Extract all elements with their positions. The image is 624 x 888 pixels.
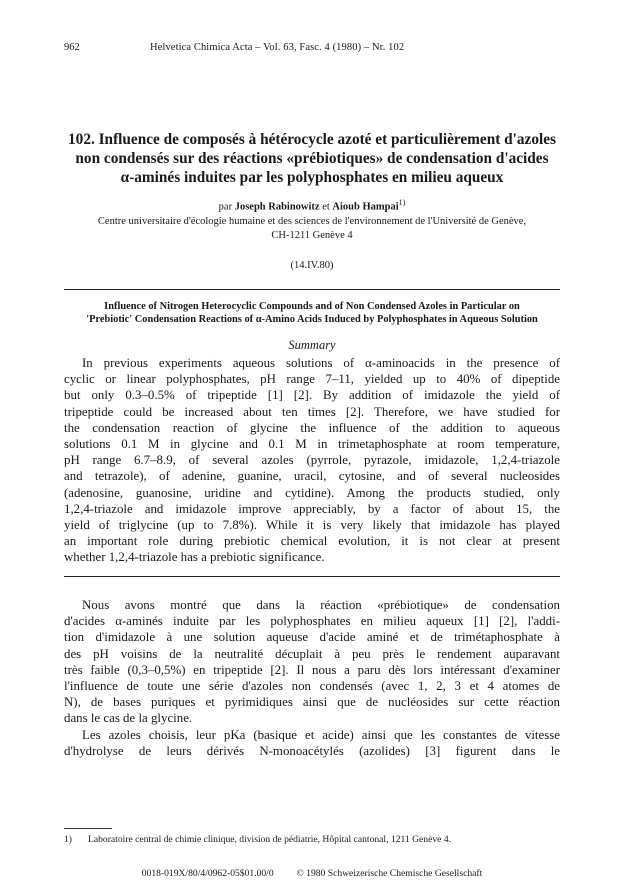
body-line: Les azoles choisis, leur pKa (basique et acide) ainsi que les constantes de vitesse [82,727,560,742]
footnote-reference: 1) [398,198,406,207]
divider [64,289,560,290]
title-line: 102. Influence de composés à hétérocycle azoté et particulièrement d'azoles [68,131,556,148]
running-head [64,42,560,56]
copyright-notice: © 1980 Schweizerische Chemische Gesellschaft [296,868,483,879]
author-conjunction: et [322,201,330,213]
affiliation [50,215,574,242]
body-line: des pH voisins de la neutralité décuplait à peu près le rendement auparavant [64,646,560,661]
affiliation-line: CH-1211 Genève 4 [271,229,353,241]
body-line: très faible (0,3–0,5%) en tripeptide [2]. Il nous a paru dès lors intéressant d'examiner [64,662,560,677]
publication-line [64,868,560,879]
author-name: Joseph Rabinowitz [234,201,320,213]
page-number: 962 [64,42,80,53]
summary-line: and tetrazole), of adenine, guanine, uracil, cytosine, and of several nucleosides [64,469,560,484]
summary-line: (adenosine, guanosine, uridine and cytidine). Among the products studied, only [64,485,560,500]
summary-line: In previous experiments aqueous solutions of α-aminoacids in the presence of [82,356,560,370]
footnote-text: Laboratoire central de chimie clinique, division de pédiatrie, Hôpital cantonal, 1211 Genève 4. [88,834,452,845]
author-line [64,198,560,213]
body-line: Nous avons montré que dans la réaction «prébiotique» de condensation [82,598,560,612]
article-title [64,130,560,187]
summary-line: cyclic or linear polyphosphates, pH range 7–11, yielded up to 40% of dipeptide [64,372,560,387]
title-line: α-aminés induites par les polyphosphates en milieu aqueux [120,169,504,186]
english-title-line: 'Prebiotic' Condensation Reactions of α-Amino Acids Induced by Polyphosphates in Aqueous Solution [86,314,538,325]
body-line: d'acides α-aminés induite par les polyphosphates en milieu aqueux [1] [2], l'addi- [64,614,560,629]
summary-heading: Summary [288,338,336,352]
journal-header: Helvetica Chimica Acta – Vol. 63, Fasc. 4 (1980) – Nr. 102 [150,42,405,53]
body-line: l'influence de toute une série d'azoles non condensés (avec 1, 2, 3 et 4 atomes de [64,678,560,693]
author-name: Aioub Hampai [332,201,399,213]
summary-line: yield of triglycine (up to 7.8%). While it is very likely that imidazole has played [64,517,560,532]
summary-paragraph [64,355,560,565]
title-line: non condensés sur des réactions «prébiotiques» de condensation d'acides [75,150,549,167]
body-line: tion d'imidazole à une solution aqueuse d'acide aminé et de trimétaphosphate à [64,630,560,645]
affiliation-line: Centre universitaire d'écologie humaine et des sciences de l'environnement de l'Université de Genève, [97,216,527,227]
author-prefix: par [218,201,233,213]
english-title [64,300,560,326]
summary-line: the condensation reaction of glycine the influence of the addition to aqueous [64,420,560,435]
summary-line: 1,2,4-triazole and imidazole improve appreciably, by a factor of about 15, the [64,501,560,516]
summary-line: pH range 6.7–8.9, of several azoles (pyrrole, pyrazole, imidazole, 1,2,4-triazole [64,453,560,468]
body-text [64,597,560,759]
footnote-divider [64,828,112,829]
summary-line: an important role during prebiotic chemical evolution, it is not clear at present [64,534,560,549]
footnote [64,834,560,845]
summary-line: tripeptide could be increased about ten times [2]. Therefore, we have studied for [64,404,560,419]
divider [64,576,560,577]
summary-line: solutions 0.1 M in glycine and 0.1 M in trimetaphosphate at room temperature, [64,436,560,451]
issn-code: 0018-019X/80/4/0962-05$01.00/0 [141,868,274,879]
body-line: N), de bases puriques et pyrimidiques ainsi que de nucléosides sur cette réaction [64,695,560,710]
summary-line: whether 1,2,4-triazole has a prebiotic significance. [64,550,325,565]
summary-line: but only 0.3–0.5% of tripeptide [1] [2]. By addition of imidazole the yield of [64,388,560,403]
body-line: dans le cas de la glycine. [64,711,193,726]
footnote-mark: 1) [64,834,72,845]
body-line: d'hydrolyse de leurs dérivés N-monoacétylés (azolides) [3] figurent dans le [64,743,560,758]
english-title-line: Influence of Nitrogen Heterocyclic Compounds and of Non Condensed Azoles in Particular on [104,301,520,312]
received-date: (14.IV.80) [290,260,334,271]
